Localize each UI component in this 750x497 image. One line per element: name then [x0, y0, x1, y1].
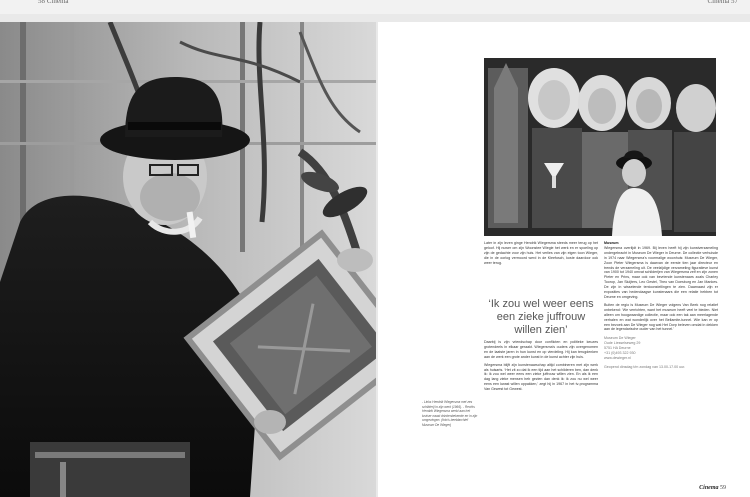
article-column-1-lower [484, 340, 598, 395]
museum-heading: Museum [604, 241, 619, 245]
pull-quote: ‘Ik zou wel weer eens een zieke juffrouw willen zien’ [488, 298, 594, 336]
magazine-name: Cinema [699, 485, 719, 491]
opening-hours: Geopend dinsdag t/m zondag van 13.00-17.00 uur. [604, 364, 686, 369]
left-page [0, 22, 376, 497]
left-page-number: 58 Cinema [38, 0, 69, 5]
body-paragraph-2: Wiegersma blijft zijn kunstenaarschap altijd combineren met zijn werk als huisarts. ‘Het zit zo dat ik een tijd aan het schilderen ben, dan denk ik: ik zou wel weer eens een zieke juffrouw willen zien. En als ik een dag lang zieke mensen heb gezien dan denk ik: ik zou nu wel weer eens een kwast willen oppakken,’ zegt hij in 1967 in het tv-programma Van Gewest tot Gewest. [484, 362, 598, 392]
article-column-1 [484, 241, 598, 269]
photo-caption: - Links Hendrik Wiegersma met zes schilderij in zijn werk (1966). - Rechts Hendrik Wiegersma werkt aan het kruiser naast drinkenbekende en in zijn omgevingen. (foto's beeldarchief Museum De Wieger) [422, 400, 478, 427]
intro-paragraph: Later in zijn leven ginge Hendrik Wiegersma steeds meer terug op het geloof. Hij nuwer om zijn Woonstee Wiegie het werk en er spoeling op zijn de gedachte voor zijn huis. Het verlies van zijn eigen toon Wieger, die in de oorlog vermoord werd in de Kleefosch, koste daardoor ook weer terug. [484, 241, 598, 265]
body-paragraph-1: Daarbij is zijn vriendschap door conflicten en politieke keuzes grotendeels in elkaar geraakt. Wiegersma's ouders zijn overgenomen en de laatste jaren in hun kunst en op vierdeling. Hij kan terugdenken aan de werk een grote ander kunst in de kunst achter zijn huis. [484, 340, 598, 359]
right-page [378, 22, 750, 497]
painter-at-mural-photo [484, 58, 716, 236]
museum-paragraph-2: Buiten de regio is Museum De Wieger volgens Van Beek nog relatief onbekend: ‘We verrichten, want het museum heeft veel te bieden. Niet alleen om hoogwaardige collectie, maar ook een tak aan meerlagende verhalen en wat wonderlijk over het Bellamite-tunnel. Wie kan er op een bezoek aan De Wieger nog wat Het Dorp beleven omdat in dekken aan de legendarische ouder van het tunnel.’ [604, 302, 718, 332]
page-number: 59 [720, 485, 726, 491]
page-footer [699, 485, 726, 491]
museum-paragraph-1: Wiegersma overlijdt in 1969. Bij leven heeft hij zijn kunstverzameling ondergebracht in Museum De Wieger in Deurne. De collectie verhuisde in 1974 naar Wiegersma's voormalige woonhuis: Museum De Wieger, Zoon Pieter Wiegersma is daarvan de eerste tien jaar directeur en trends de verzameling uit. De veelzijdige verzameling figuratieve kunst van 1900 tot 1940 omvat schilderijen van Wiegersma zelf en zijn zonen Pieter en Prins, maar ook van bevriende kunstenaars zoals Charley Toorop, Jan Sluijters, Leo Gestel, Theo van Doesburg en Jan Mankes. De zijn in wisselende tentoonstellingen te zien. Daarnaast zijn er exposities van hedendaagse kunstenaars die een relatie hebben tot Deurne en omgeving. [604, 245, 718, 299]
museum-address: Museum De Wieger Oude Liesselseweg 29 5751 HA Deurne +31 (0)493 322 930 www.dewieger.nl [604, 336, 641, 360]
top-strip [0, 0, 750, 14]
painter-photo [0, 22, 376, 497]
right-page-number: Cinema 57 [707, 0, 738, 5]
article-column-2 [604, 241, 718, 370]
